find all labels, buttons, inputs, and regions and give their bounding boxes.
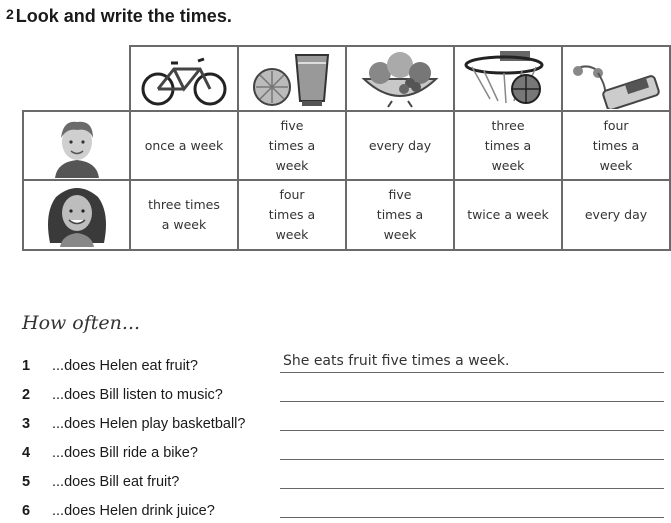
basketball-hoop-icon	[460, 49, 556, 109]
question-5: 5 ...does Bill eat fruit?	[22, 474, 180, 490]
example-answer: She eats fruit five times a week.	[283, 353, 510, 369]
activity-grid	[22, 45, 671, 251]
question-4: 4 ...does Bill ride a bike?	[22, 445, 198, 461]
how-often-heading: How often...	[22, 312, 141, 334]
activity-header-basketball	[454, 46, 562, 111]
orange-juice-icon	[244, 49, 340, 109]
answer-line-4[interactable]	[280, 443, 664, 460]
bicycle-icon	[138, 51, 230, 107]
answer-line-3[interactable]	[280, 414, 664, 431]
question-1: 1 ...does Helen eat fruit?	[22, 358, 198, 374]
activity-header-juice	[238, 46, 346, 111]
grid-cell: every day	[562, 180, 670, 250]
person-boy	[23, 111, 130, 180]
grid-cell: every day	[346, 111, 454, 180]
answer-line-6[interactable]	[280, 501, 664, 518]
question-6: 6 ...does Helen drink juice?	[22, 503, 215, 519]
grid-cell: three times a week	[130, 180, 238, 250]
activity-header-music	[562, 46, 670, 111]
exercise-number: 2	[6, 6, 14, 22]
activity-header-fruit	[346, 46, 454, 111]
girl-photo	[42, 183, 112, 247]
grid-cell: four times a week	[562, 111, 670, 180]
exercise-title: Look and write the times.	[15, 6, 232, 26]
question-3: 3 ...does Helen play basketball?	[22, 416, 246, 432]
fruit-bowl-icon	[352, 49, 448, 109]
grid-cell: five times a week	[346, 180, 454, 250]
grid-cell: four times a week	[238, 180, 346, 250]
grid-cell: once a week	[130, 111, 238, 180]
grid-cell: three times a week	[454, 111, 562, 180]
person-girl	[23, 180, 130, 250]
grid-cell: five times a week	[238, 111, 346, 180]
question-2: 2 ...does Bill listen to music?	[22, 387, 223, 403]
mp3-player-icon	[568, 49, 664, 109]
answer-line-1[interactable]	[280, 356, 664, 373]
activity-header-bike	[130, 46, 238, 111]
exercise-heading	[6, 6, 232, 27]
answer-line-5[interactable]	[280, 472, 664, 489]
boy-photo	[49, 114, 105, 178]
grid-corner	[23, 46, 130, 111]
grid-cell: twice a week	[454, 180, 562, 250]
answer-line-2[interactable]	[280, 385, 664, 402]
